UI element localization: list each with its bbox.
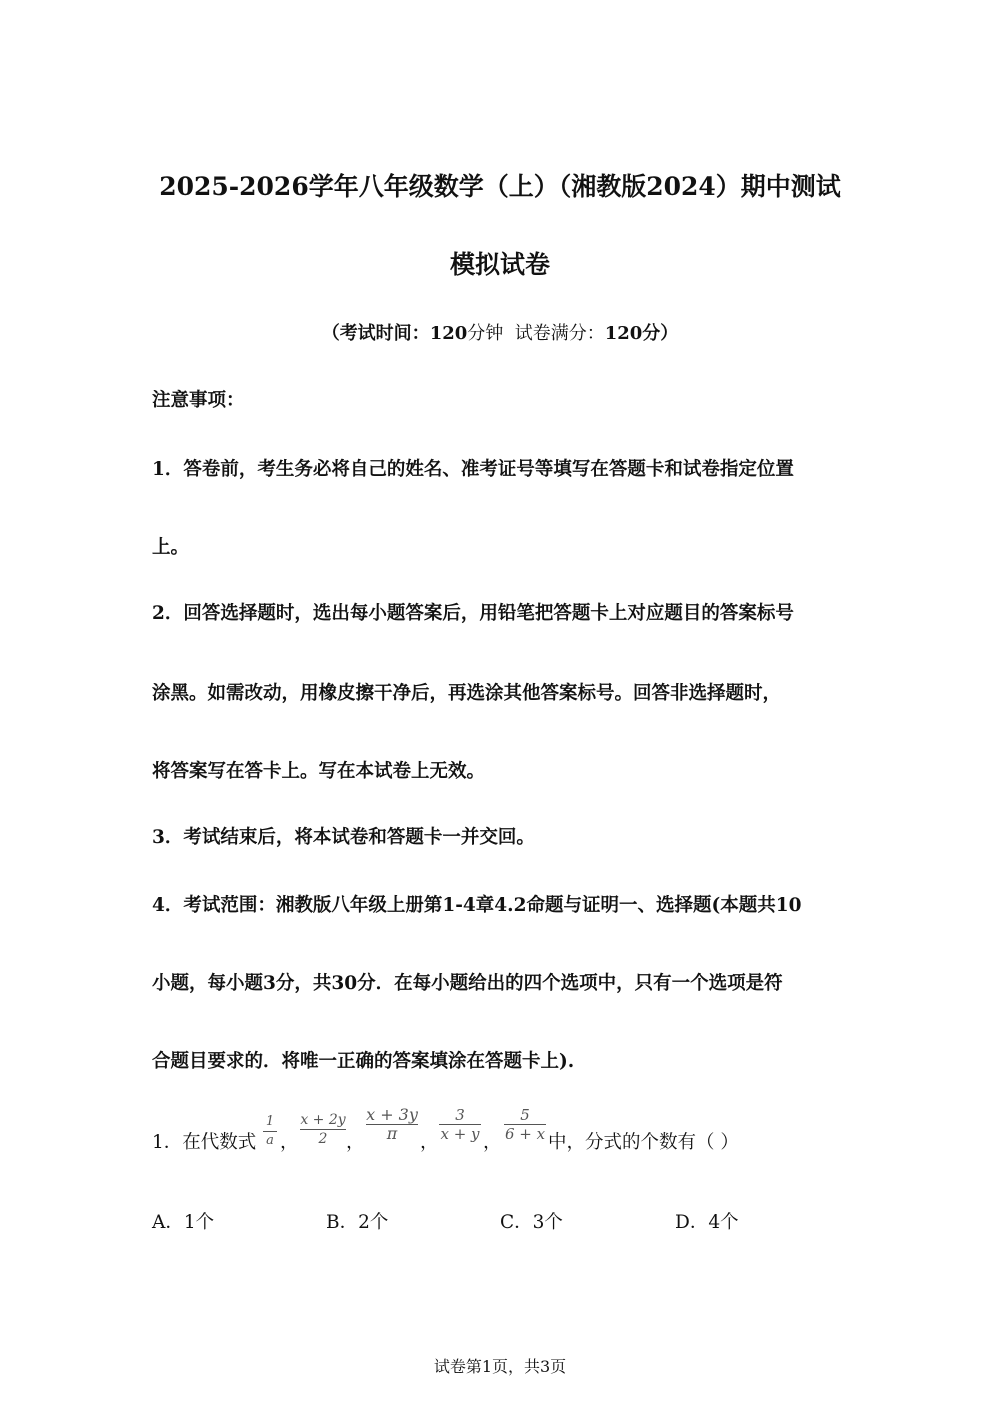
fraction-numerator: x + 2y — [300, 1112, 346, 1128]
fraction-1-over-a — [263, 1113, 277, 1150]
note-line: 2．回答选择题时，选出每小题答案后，用铅笔把答题卡上对应题目的答案标号 — [152, 603, 794, 624]
fraction-x-plus-3y-over-pi — [366, 1106, 418, 1143]
fraction-denominator: 2 — [318, 1131, 328, 1147]
note-line: 4．考试范围：湘教版八年级上册第1-4章4.2命题与证明一、选择题(本题共10 — [152, 895, 802, 916]
option-c: C．3个 — [500, 1212, 563, 1233]
fraction-denominator: 6 + x — [504, 1125, 546, 1143]
exam-info — [0, 322, 1000, 346]
note-line: 涂黑。如需改动，用橡皮擦干净后，再选涂其他答案标号。回答非选择题时， — [152, 683, 782, 704]
fraction-numerator: 3 — [455, 1106, 465, 1124]
time-label: 考试时间： — [339, 323, 430, 344]
fraction-separator: ， — [420, 1132, 439, 1153]
exam-info-open: （ — [321, 323, 340, 344]
score-label: 试卷满分： — [514, 323, 605, 344]
option-b: B．2个 — [326, 1212, 389, 1233]
note-line: 上。 — [152, 537, 190, 558]
fraction-5-over-6-plus-x — [504, 1106, 546, 1143]
page-footer: 试卷第1页，共3页 — [433, 1357, 567, 1376]
note-line: 将答案写在答卡上。写在本试卷上无效。 — [152, 761, 486, 782]
fraction-x-plus-2y-over-2 — [300, 1111, 346, 1148]
question-1-suffix: 中，分式的个数有（ ） — [548, 1132, 739, 1153]
exam-title-line-2: 模拟试卷 — [449, 250, 550, 279]
note-line: 合题目要求的．将唯一正确的答案填涂在答题卡上). — [152, 1051, 575, 1072]
fraction-numerator: x + 3y — [366, 1105, 418, 1124]
option-d: D．4个 — [675, 1212, 739, 1233]
note-line: 1．答卷前，考生务必将自己的姓名、准考证号等填写在答题卡和试卷指定位置 — [152, 459, 794, 480]
fraction-numerator: 5 — [520, 1106, 530, 1124]
time-unit: 分钟 — [467, 323, 504, 344]
fraction-denominator: π — [386, 1124, 398, 1143]
score-unit: 分） — [642, 323, 679, 344]
option-a: A．1个 — [152, 1212, 215, 1233]
fraction-3-over-x-plus-y — [439, 1106, 481, 1143]
fraction-separator: ， — [280, 1132, 299, 1153]
question-1-prefix: 1．在代数式 — [152, 1132, 257, 1153]
fraction-denominator: x + y — [440, 1125, 480, 1143]
fraction-separator: ， — [483, 1132, 502, 1153]
fraction-numerator: 1 — [265, 1114, 275, 1129]
note-line: 小题，每小题3分，共30分．在每小题给出的四个选项中，只有一个选项是符 — [152, 973, 783, 994]
fraction-denominator: a — [266, 1133, 274, 1148]
score-value: 120 — [604, 323, 643, 344]
exam-title-line-1: 2025-2026学年八年级数学（上）（湘教版2024）期中测试 — [159, 172, 841, 201]
time-value: 120 — [429, 323, 468, 344]
notes-heading: 注意事项： — [152, 390, 245, 411]
note-line: 3．考试结束后，将本试卷和答题卡一并交回。 — [152, 827, 535, 848]
fraction-separator: ， — [346, 1132, 365, 1153]
